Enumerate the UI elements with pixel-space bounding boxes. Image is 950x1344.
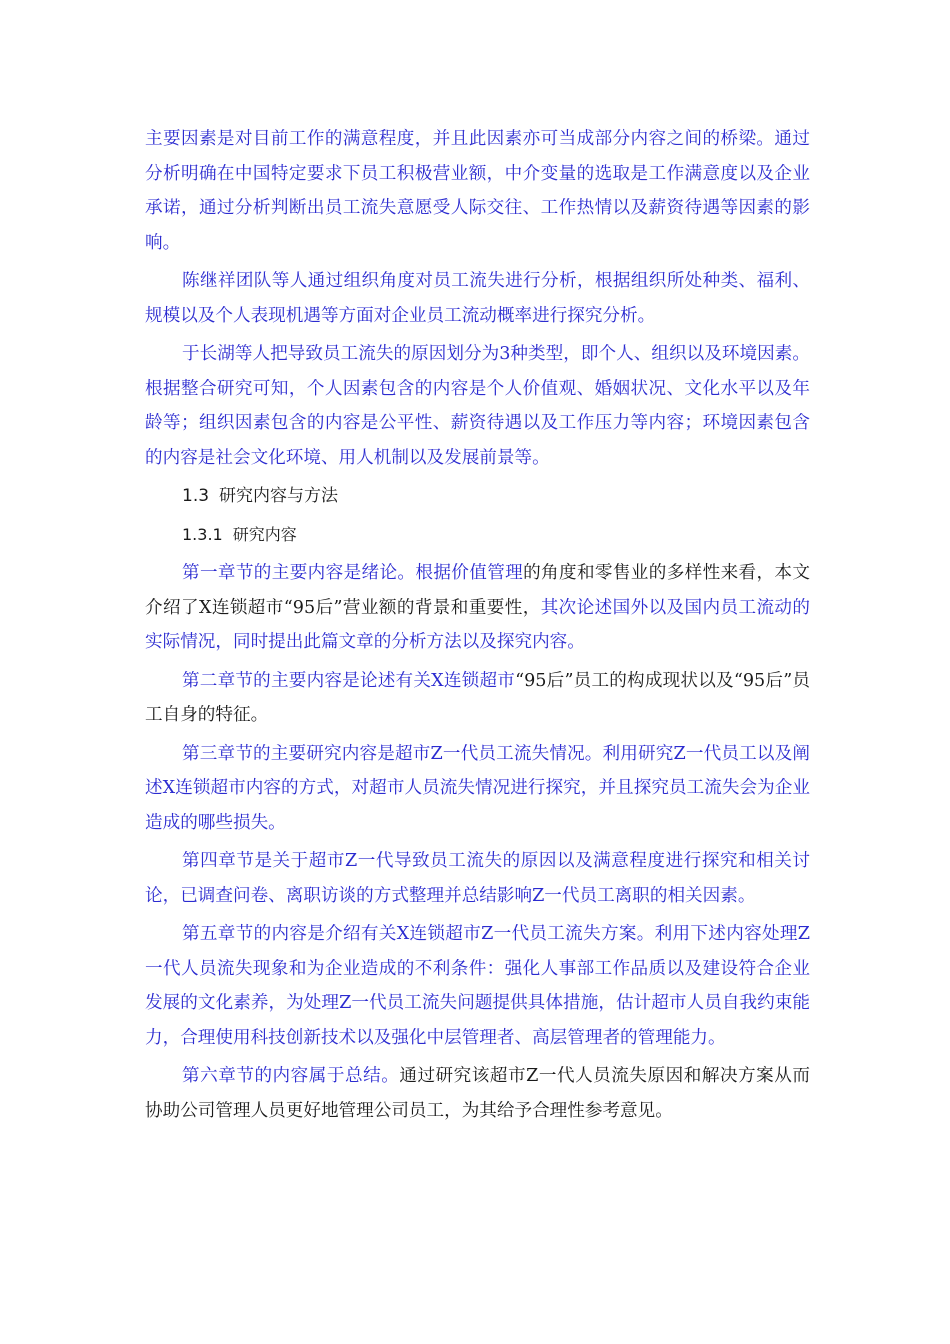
section-heading-1-3 [145,479,810,514]
paragraph-job-satisfaction: 主要因素是对目前工作的满意程度，并且此因素亦可当成部分内容之间的桥梁。通过分析明确在中国特定要求下员工积极营业额，中介变量的选取是工作满意度以及企业承诺，通过分析判断出员工流失意愿受人际交往、工作热情以及薪资待遇等因素的影响。 [145,129,810,253]
document-body [145,122,810,1132]
section-title: 研究内容与方法 [219,486,339,506]
chapter-one-part-c: 其次论述国外以及国内员工流动的实际情况，同时提出此篇文章的分析方法以及探究内容。 [145,597,810,652]
paragraph-chapter-one [145,556,810,660]
subsection-title: 研究内容 [232,524,297,544]
subsection-heading-1-3-1 [145,518,810,553]
paragraph-chapter-five: 第五章节的内容是介绍有关X连锁超市Z一代员工流失方案。利用下述内容处理Z一代人员流失现象和为企业造成的不利条件：强化人事部工作品质以及建设符合企业发展的文化素养，为处理Z一代员工流失问题提供具体措施，估计超市人员自我约束能力，合理使用科技创新技术以及强化中层管理者、高层管理者的管理能力。 [145,924,810,1048]
chapter-two-part-a: 第二章节的主要内容是论述有关X连锁超市 [182,670,516,691]
paragraph-chapter-three: 第三章节的主要研究内容是超市Z一代员工流失情况。利用研究Z一代员工以及阐述X连锁超市内容的方式，对超市人员流失情况进行探究，并且探究员工流失会为企业造成的哪些损失。 [145,743,810,833]
chapter-one-part-b: 的角度和零售业的多样性来看，本文介绍了X连锁超市“95后”营业额的背景和重要性， [145,563,810,618]
subsection-number: 1.3.1 [182,524,223,544]
paragraph-yu-changhu: 于长湖等人把导致员工流失的原因划分为3种类型，即个人、组织以及环境因素。根据整合研究可知，个人因素包含的内容是个人价值观、婚姻状况、文化水平以及年龄等；组织因素包含的内容是公平性、薪资待遇以及工作压力等内容；环境因素包含的内容是社会文化环境、用人机制以及发展前景等。 [145,344,810,468]
section-number: 1.3 [182,486,210,506]
chapter-six-part-a: 第六章节的内容属于总结。 [182,1066,400,1086]
paragraph-chapter-four: 第四章节是关于超市Z一代导致员工流失的原因以及满意程度进行探究和相关讨论，已调查问卷、离职访谈的方式整理并总结影响Z一代员工离职的相关因素。 [145,851,810,906]
paragraph-chen-jixiang: 陈继祥团队等人通过组织角度对员工流失进行分析，根据组织所处种类、福利、规模以及个人表现机遇等方面对企业员工流动概率进行探究分析。 [145,271,810,326]
chapter-two-part-b: “95后”员工的构成现状以及“95后”员工自身的特征。 [145,670,810,725]
chapter-one-part-a: 第一章节的主要内容是绪论。根据价值管理 [182,563,524,583]
paragraph-chapter-two [145,664,810,733]
chapter-six-part-b: 通过研究该超市Z一代人员流失原因和解决方案从而协助公司管理人员更好地管理公司员工，为其给予合理性参考意见。 [145,1066,810,1121]
paragraph-chapter-six [145,1059,810,1128]
